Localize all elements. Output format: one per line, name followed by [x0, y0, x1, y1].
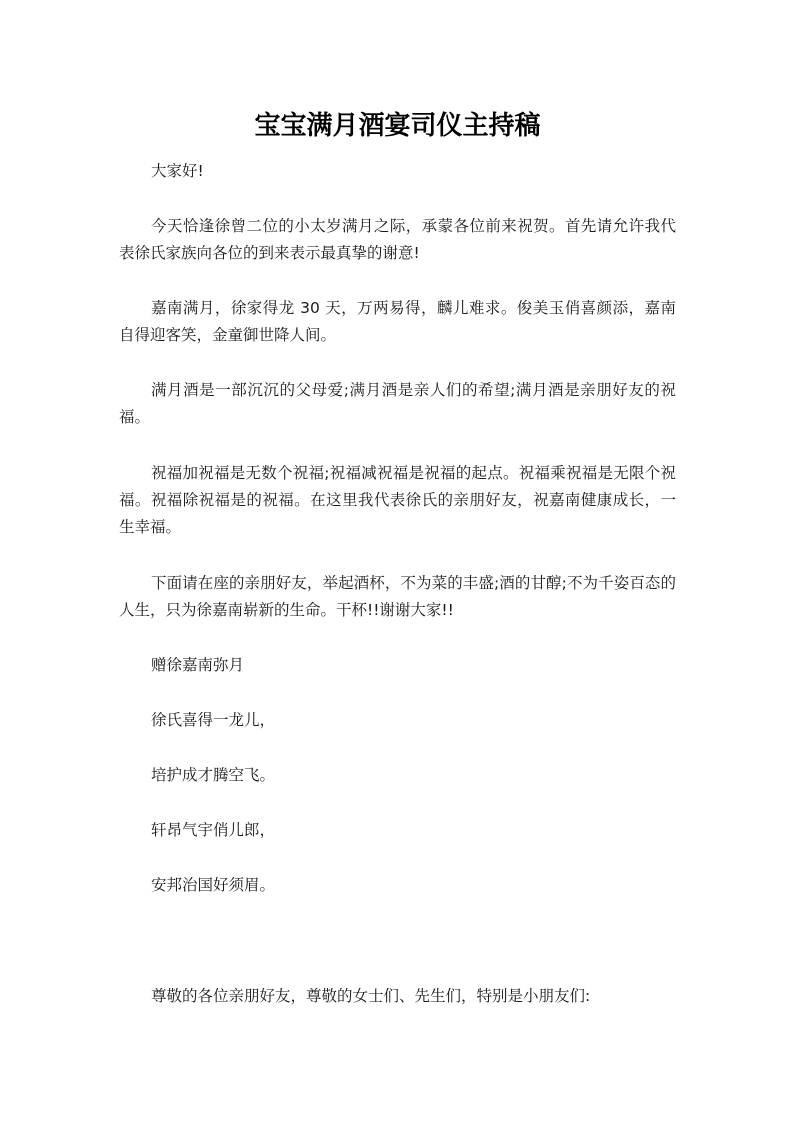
- blessing-paragraph: 祝福加祝福是无数个祝福;祝福减祝福是祝福的起点。祝福乘祝福是无限个祝福。祝福除祝福是的祝福。在这里我代表徐氏的亲朋好友，祝嘉南健康成长，一生幸福。: [119, 464, 676, 536]
- poem-line-2: 培护成才腾空飞。: [151, 766, 276, 784]
- toast-paragraph: 下面请在座的亲朋好友，举起酒杯，不为菜的丰盛;酒的甘醇;不为千姿百态的人生，只为徐嘉南崭新的生命。干杯!!谢谢大家!!: [119, 574, 676, 619]
- full-month-wine-paragraph: 满月酒是一部沉沉的父母爱;满月酒是亲人们的希望;满月酒是亲朋好友的祝福。: [119, 381, 676, 426]
- poem-line-1: 徐氏喜得一龙儿，: [151, 711, 276, 729]
- closing-paragraph: 尊敬的各位亲朋好友，尊敬的女士们、先生们，特别是小朋友们:: [151, 987, 591, 1005]
- poem-line-3: 轩昂气宇俏儿郎，: [151, 821, 276, 839]
- greeting-paragraph: 大家好!: [151, 162, 204, 180]
- welcome-paragraph: 今天恰逢徐曾二位的小太岁满月之际，承蒙各位前来祝贺。首先请允许我代表徐氏家族向各位的到来表示最真挚的谢意!: [119, 217, 676, 262]
- poem-line-4: 安邦治国好须眉。: [151, 876, 276, 894]
- full-month-paragraph: 嘉南满月，徐家得龙 30 天，万两易得，麟儿难求。俊美玉俏喜颜添，嘉南自得迎客笑，金童御世降人间。: [119, 299, 676, 344]
- document-title: 宝宝满月酒宴司仪主持稿: [254, 111, 541, 141]
- poem-title: 赠徐嘉南弥月: [151, 656, 245, 674]
